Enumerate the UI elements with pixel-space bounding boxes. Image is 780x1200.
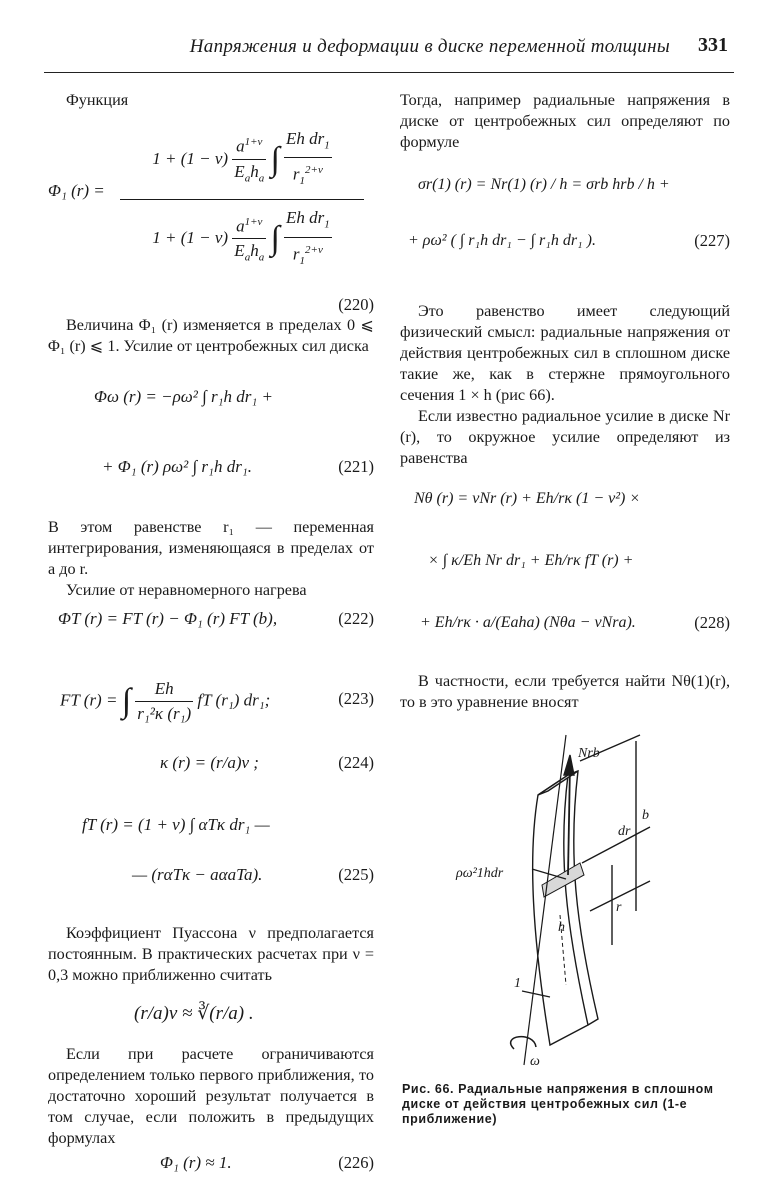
left-column <box>48 90 374 1179</box>
paragraph-heating: Усилие от неравномерного нагрева <box>66 581 307 599</box>
equation-220 <box>48 119 374 314</box>
bar-body <box>533 775 588 1045</box>
page-header <box>44 30 734 73</box>
eq222-number: (222) <box>338 609 374 628</box>
arrow-nrb <box>568 765 570 875</box>
eq220-lhs: Φ₁ (r) = <box>48 181 105 200</box>
paragraph-function: Функция <box>66 91 129 109</box>
equation-221 <box>48 367 374 517</box>
running-title: Напряжения и деформации в диске переменной толщины <box>189 36 670 57</box>
eq225-number: (225) <box>338 865 374 884</box>
eq220-denominator: 1 + (1 − ν) $\frac{a^{1+\nu}}{E_ah_a}$ ∫ $\frac{Eh dr_1}{r_1^{2+\nu}}$ <box>152 208 330 267</box>
label-omega: ω <box>530 1054 540 1069</box>
label-b: b <box>642 808 649 823</box>
eq-approx-text: (r/a)ν ≈ ∛(r/a) . <box>134 1003 254 1024</box>
label-one: 1 <box>514 976 521 991</box>
label-dr: dr <box>618 824 631 839</box>
dim-line-mid <box>582 827 650 863</box>
eq225-line1: fT (r) = (1 + ν) ∫ αTκ dr₁ — <box>82 815 270 834</box>
eq225-line2: — (rαTκ − aαaTa). <box>132 865 263 884</box>
paragraph-first-approx: Если при расчете ограничиваются определением только первого приближения, то достаточно хороший результат получается в том случае, если положить в предыдущих формулах <box>48 1045 374 1147</box>
eq226-number: (226) <box>338 1153 374 1172</box>
paragraph-meaning: Это равенство имеет следующий физический смысл: радиальные напряжения от действия центробежных сил в сплошном диске такие же, как в стержне прямоугольного сечения 1 × h (рис 66). <box>400 302 730 404</box>
equation-223: FT (r) = ∫ $\frac{Eh}{\text{r₁²κ (r₁)}}$ fT (r₁) dr₁; (223) <box>48 661 374 741</box>
equation-226 <box>48 1149 374 1179</box>
equation-approx <box>48 986 374 1044</box>
paragraph-then: Тогда, например радиальные напряжения в диске от центробежных сил определяют по формуле <box>400 91 730 151</box>
arrow-nrb-head <box>564 755 574 775</box>
right-column <box>400 90 730 713</box>
label-nrb: Nrb <box>578 746 600 761</box>
paragraph-known-force: Если известно радиальное усилие в диске Nr (r), то окружное усилие определяют из равенства <box>400 407 730 467</box>
eq221-line1: Φω (r) = −ρω² ∫ r₁h dr₁ + <box>94 387 274 406</box>
eq220-numerator: 1 + (1 − ν) $\frac{a^{1+\nu}}{E_ah_a}$ ∫ $\frac{Eh dr_1}{r_1^{2+\nu}}$ <box>152 129 330 188</box>
page-number: 331 <box>698 34 728 56</box>
label-r: r <box>616 900 622 915</box>
eq227-number: (227) <box>694 231 730 250</box>
eq223-frac-top: Eh <box>135 677 193 702</box>
equation-225 <box>48 799 374 923</box>
eq223-frac-bottom: r₁²κ (r₁) <box>137 704 192 723</box>
eq224-number: (224) <box>338 753 374 772</box>
label-force: ρω²1hdr <box>456 866 504 881</box>
eq228-number: (228) <box>694 613 730 632</box>
eq223-rhs: fT (r₁) dr₁; <box>197 690 271 710</box>
figure-caption: Рис. 66. Радиальные напряжения в сплошном диске от действия центробежных сил (1-е приближение) <box>402 1082 714 1126</box>
eq227-line2: + ρω² ( ∫ r₁h dr₁ − ∫ r₁h dr₁ ). <box>408 232 596 249</box>
eq221-number: (221) <box>338 457 374 476</box>
eq224-text: κ (r) = (r/a)ν ; <box>160 753 259 772</box>
omega-arrow <box>511 1037 536 1049</box>
equation-222 <box>48 605 374 635</box>
eq221-line2: + Φ₁ (r) ρω² ∫ r₁h dr₁. <box>102 457 252 476</box>
equation-227 <box>400 163 730 287</box>
equation-224 <box>48 741 374 789</box>
eq228-line2: × ∫ κ/Eh Nr dr₁ + Eh/rκ fT (r) + <box>428 552 634 569</box>
eq228-line1: Nθ (r) = νNr (r) + Eh/rκ (1 − ν²) × <box>414 490 641 507</box>
eq223-number: (223) <box>338 689 374 708</box>
eq223-lhs: FT (r) = <box>60 690 118 710</box>
eq227-line1: σr(1) (r) = Nr(1) (r) / h = σrb hrb / h + <box>418 176 670 193</box>
eq226-text: Φ₁ (r) ≈ 1. <box>160 1153 232 1172</box>
label-h: h <box>558 920 565 935</box>
paragraph-particular: В частности, если требуется найти Nθ(1)(r), то в это уравнение вносят <box>400 672 730 711</box>
eq220-number: (220) <box>338 295 374 314</box>
paragraph-integration-variable: В этом равенстве r₁ — переменная интегрирования, изменяющаяся в пределах от a до r. <box>48 518 374 578</box>
eq228-line3: + Eh/rκ · a/(Eaha) (Nθa − νNra). <box>420 614 636 631</box>
equation-228 <box>400 477 730 657</box>
paragraph-poisson: Коэффициент Пуассона ν предполагается постоянным. В практических расчетах при ν = 0,3 можно приближенно считать <box>48 924 374 984</box>
paragraph-value-range: Величина Φ₁ (r) изменяется в пределах 0 ⩽ Φ₁ (r) ⩽ 1. Усилие от центробежных сил диска <box>48 316 374 355</box>
figure-66-diagram <box>450 735 670 1069</box>
eq222-text: ΦT (r) = FT (r) − Φ₁ (r) FT (b), <box>58 609 278 628</box>
